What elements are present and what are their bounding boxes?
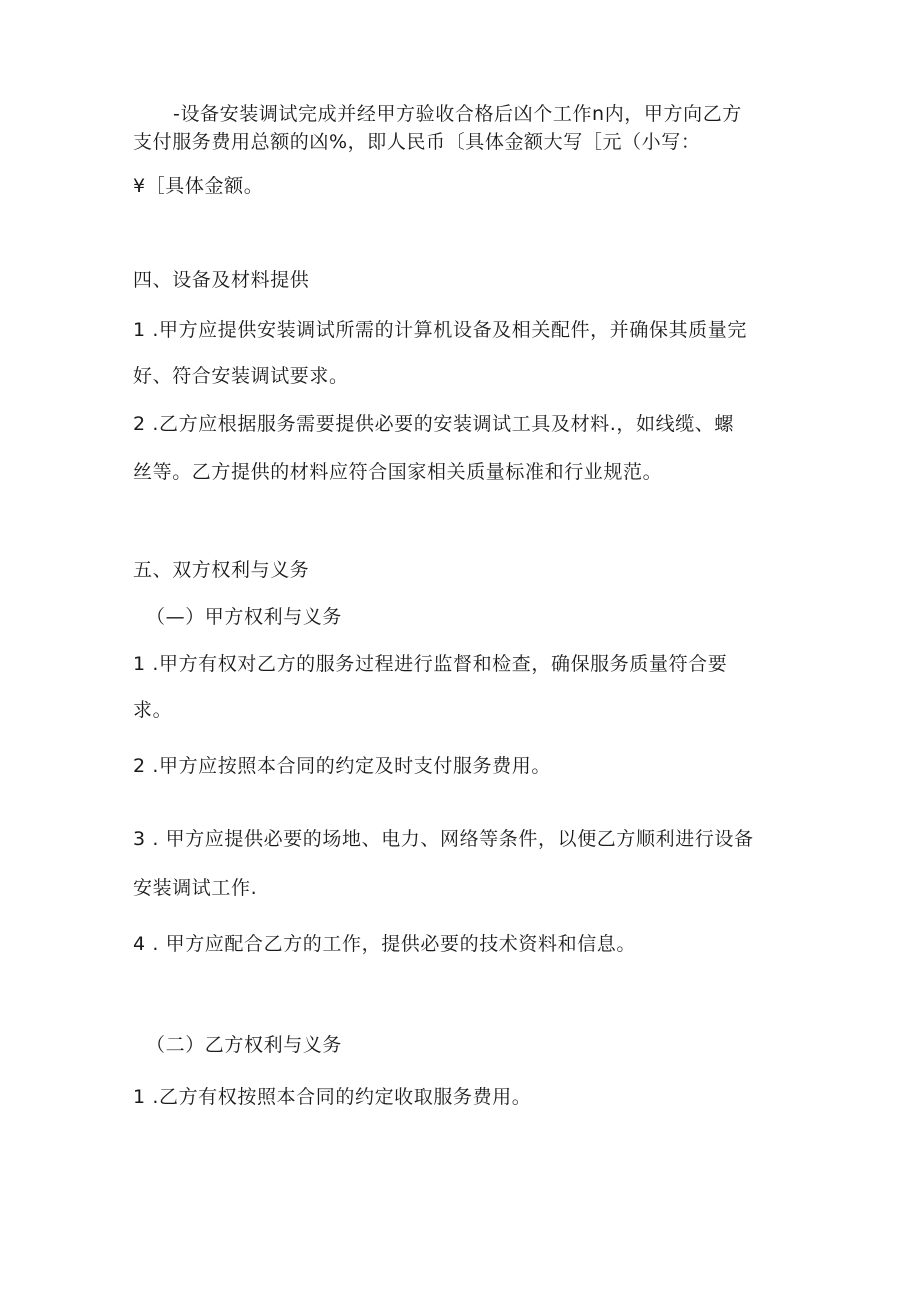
party-b-item-1: 1 .乙方有权按照本合同的约定收取服务费用。 [133,1086,532,1108]
section-4-item-1-line-1: 1 .甲方应提供安装调试所需的计算机设备及相关配件，并确保其质量完 [133,319,747,341]
party-b-subheading: （二）乙方权利与义务 [146,1034,343,1056]
party-a-subheading: （—）甲方权利与义务 [146,606,343,628]
party-a-item-3-line-2: 安装调试工作. [133,877,258,899]
party-a-item-3-line-1: 3 . 甲方应提供必要的场地、电力、网络等条件，以便乙方顺利进行设备 [133,828,754,850]
party-a-item-1-line-1: 1 .甲方有权对乙方的服务过程进行监督和检查，确保服务质量符合要 [133,653,728,675]
party-a-item-1-line-2: 求。 [133,699,173,721]
section-4-item-2-line-1: 2 .乙方应根据服务需要提供必要的安装调试工具及材料.，如线缆、螺 [133,413,735,435]
section-4-item-1-line-2: 好、符合安装调试要求。 [133,365,349,387]
section-4-item-2-line-2: 丝等。乙方提供的材料应符合国家相关质量标准和行业规范。 [133,461,663,483]
payment-clause-line-1: -设备安装调试完成并经甲方验收合格后凶个工作n内，甲方向乙方 [173,103,742,125]
payment-clause-line-2: 支付服务费用总额的凶%，即人民币〔具体金额大写［元（小写： [133,131,701,153]
section-5-heading: 五、双方权利与义务 [133,559,310,581]
party-a-item-4: 4 . 甲方应配合乙方的工作，提供必要的技术资料和信息。 [133,933,637,955]
payment-clause-line-3: ¥［具体金额。 [133,175,264,197]
party-a-item-2: 2 .甲方应按照本合同的约定及时支付服务费用。 [133,755,551,777]
section-4-heading: 四、设备及材料提供 [133,269,310,291]
